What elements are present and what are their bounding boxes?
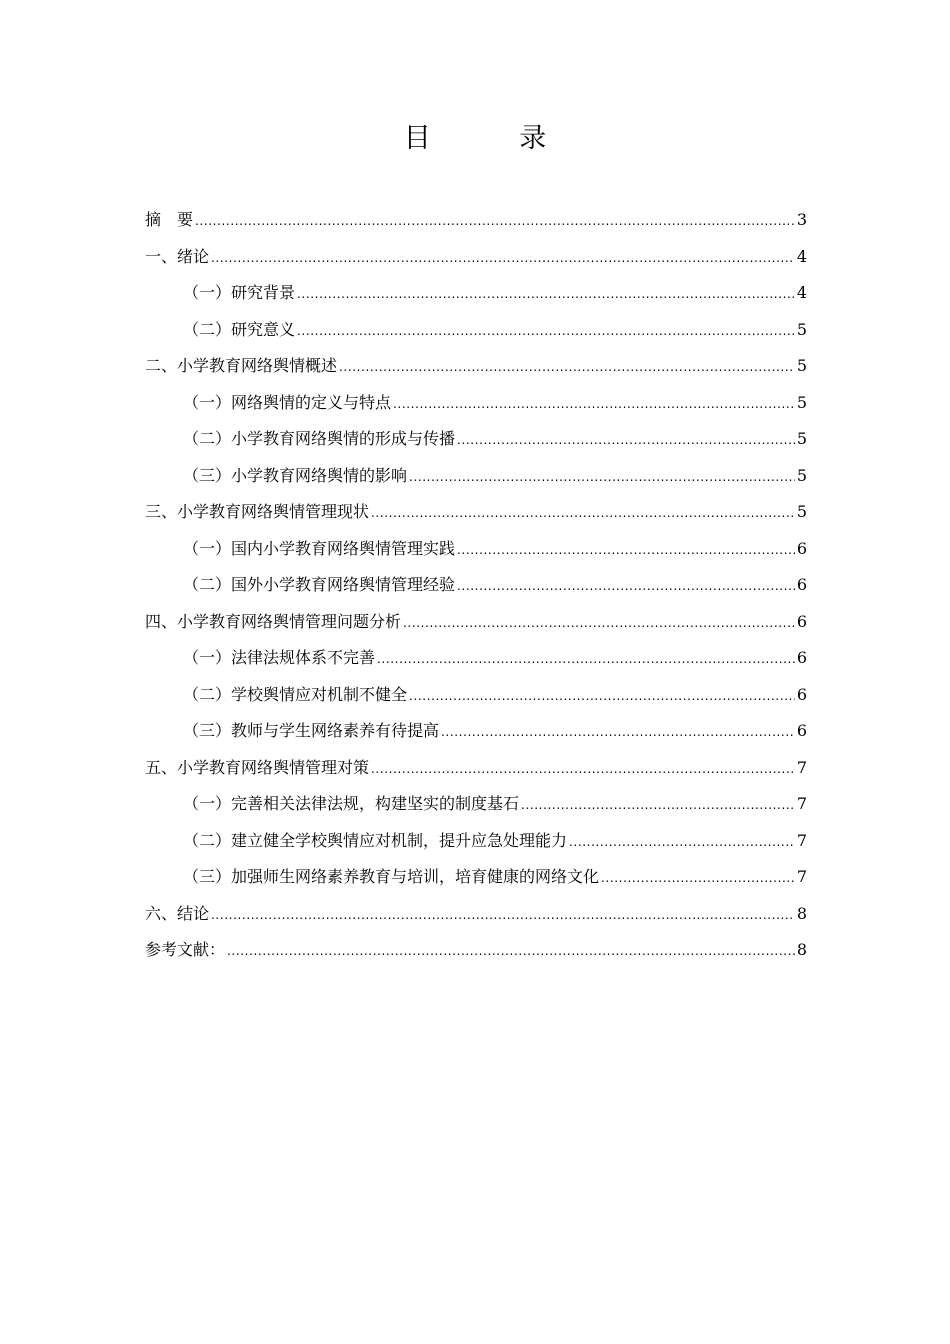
toc-leader-dots xyxy=(409,470,795,484)
toc-entry-label: 二、小学教育网络舆情概述 xyxy=(145,356,338,375)
toc-entry-page-number: 6 xyxy=(796,648,807,667)
toc-entry-section[interactable] xyxy=(145,828,807,865)
toc-title: 目 录 xyxy=(403,123,587,154)
toc-entry-page-number: 5 xyxy=(796,392,807,412)
toc-entry-label: 三、小学教育网络舆情管理现状 xyxy=(145,502,370,521)
toc-leader-dots xyxy=(371,506,795,520)
toc-entry-label: 摘 要 xyxy=(145,210,194,229)
toc-leader-dots xyxy=(377,652,795,666)
toc-entry-section[interactable] xyxy=(145,645,807,682)
toc-entry-chapter[interactable] xyxy=(145,937,807,974)
toc-leader-dots xyxy=(211,908,795,922)
toc-entry-section[interactable] xyxy=(145,682,807,719)
toc-entry-chapter[interactable] xyxy=(145,901,807,938)
toc-leader-dots xyxy=(409,689,795,703)
toc-entry-label: （二）小学教育网络舆情的形成与传播 xyxy=(183,429,456,448)
toc-entry-page-number: 6 xyxy=(796,721,807,740)
toc-entry-label: （一）网络舆情的定义与特点 xyxy=(183,392,392,412)
toc-entry-section[interactable] xyxy=(145,463,807,500)
toc-entry-page-number: 7 xyxy=(796,830,807,850)
toc-entry-page-number: 6 xyxy=(796,684,807,704)
toc-entry-chapter[interactable] xyxy=(145,755,807,792)
toc-entry-chapter[interactable] xyxy=(145,353,807,390)
toc-entry-label: 五、小学教育网络舆情管理对策 xyxy=(145,757,370,777)
toc-entry-page-number: 7 xyxy=(796,757,807,777)
toc-entry-label: 参考文献： xyxy=(145,940,226,959)
toc-entry-label: （三）加强师生网络素养教育与培训，培育健康的网络文化 xyxy=(183,867,600,886)
toc-entry-label: 一、绪论 xyxy=(145,246,210,266)
toc-entry-page-number: 6 xyxy=(796,611,807,631)
toc-leader-dots xyxy=(457,433,795,447)
toc-entry-page-number: 5 xyxy=(796,502,807,521)
toc-entry-label: （二）研究意义 xyxy=(183,319,296,339)
toc-leader-dots xyxy=(457,579,795,593)
toc-leader-dots xyxy=(457,543,795,557)
toc-entry-page-number: 5 xyxy=(796,356,807,375)
toc-entry-page-number: 7 xyxy=(796,794,807,813)
toc-entry-page-number: 3 xyxy=(796,210,807,229)
toc-entry-label: （三）小学教育网络舆情的影响 xyxy=(183,465,408,485)
toc-entry-label: （一）研究背景 xyxy=(183,283,296,302)
toc-leader-dots xyxy=(569,835,795,849)
table-of-contents xyxy=(145,207,807,974)
toc-leader-dots xyxy=(521,798,795,812)
toc-leader-dots xyxy=(601,871,795,885)
toc-entry-page-number: 6 xyxy=(796,538,807,558)
toc-entry-section[interactable] xyxy=(145,536,807,573)
toc-entry-section[interactable] xyxy=(145,791,807,828)
toc-leader-dots xyxy=(227,944,795,958)
toc-entry-section[interactable] xyxy=(145,572,807,609)
toc-leader-dots xyxy=(297,324,795,338)
toc-entry-chapter[interactable] xyxy=(145,609,807,646)
toc-entry-section[interactable] xyxy=(145,718,807,755)
toc-leader-dots xyxy=(339,360,795,374)
toc-entry-label: 六、结论 xyxy=(145,903,210,923)
toc-entry-page-number: 5 xyxy=(796,465,807,485)
toc-leader-dots xyxy=(297,287,795,301)
toc-entry-page-number: 5 xyxy=(796,429,807,448)
toc-leader-dots xyxy=(441,725,795,739)
toc-entry-label: （一）国内小学教育网络舆情管理实践 xyxy=(183,538,456,558)
toc-entry-page-number: 4 xyxy=(796,246,807,266)
toc-entry-page-number: 8 xyxy=(796,903,807,923)
toc-entry-label: （二）国外小学教育网络舆情管理经验 xyxy=(183,575,456,594)
toc-entry-label: （一）完善相关法律法规，构建坚实的制度基石 xyxy=(183,794,520,813)
toc-leader-dots xyxy=(403,616,795,630)
toc-entry-chapter[interactable] xyxy=(145,244,807,281)
toc-leader-dots xyxy=(393,397,795,411)
toc-entry-page-number: 4 xyxy=(796,283,807,302)
toc-entry-label: （三）教师与学生网络素养有待提高 xyxy=(183,721,440,740)
toc-entry-section[interactable] xyxy=(145,426,807,463)
toc-entry-section[interactable] xyxy=(145,280,807,317)
toc-entry-page-number: 6 xyxy=(796,575,807,594)
toc-entry-page-number: 8 xyxy=(796,940,807,959)
toc-entry-label: （二）建立健全学校舆情应对机制，提升应急处理能力 xyxy=(183,830,568,850)
toc-leader-dots xyxy=(195,214,795,228)
toc-entry-page-number: 7 xyxy=(796,867,807,886)
toc-entry-label: （二）学校舆情应对机制不健全 xyxy=(183,684,408,704)
toc-entry-section[interactable] xyxy=(145,390,807,427)
toc-leader-dots xyxy=(371,762,795,776)
toc-entry-label: 四、小学教育网络舆情管理问题分析 xyxy=(145,611,402,631)
toc-leader-dots xyxy=(211,251,795,265)
toc-entry-label: （一）法律法规体系不完善 xyxy=(183,648,376,667)
toc-entry-section[interactable] xyxy=(145,864,807,901)
toc-entry-chapter[interactable] xyxy=(145,207,807,244)
toc-entry-chapter[interactable] xyxy=(145,499,807,536)
toc-entry-section[interactable] xyxy=(145,317,807,354)
toc-entry-page-number: 5 xyxy=(796,319,807,339)
